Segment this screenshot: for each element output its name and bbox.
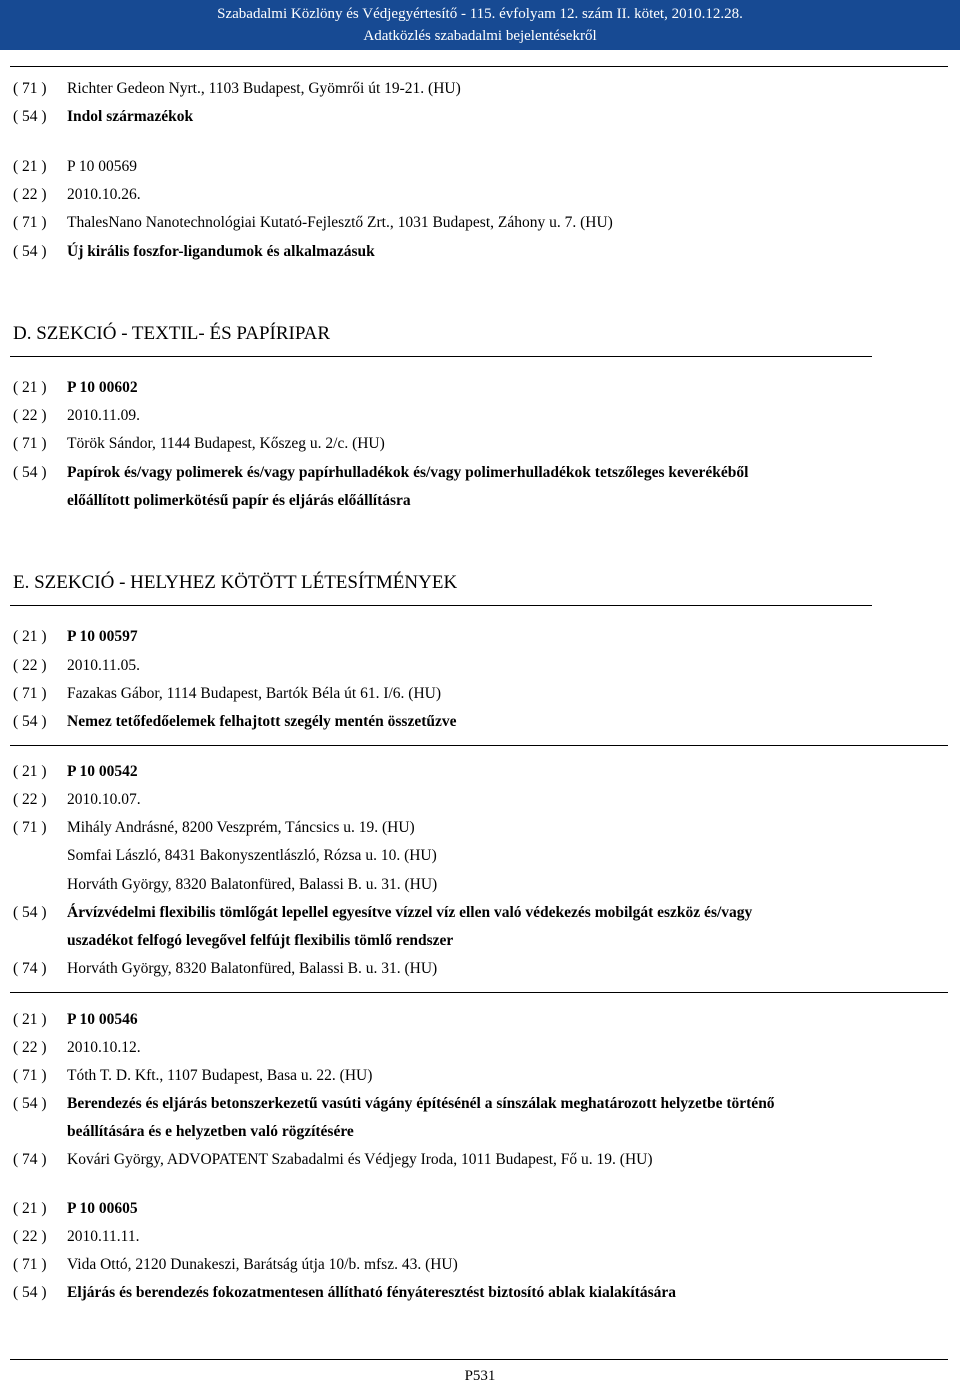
code-label: ( 71 ) — [13, 1067, 47, 1084]
code-label: ( 22 ) — [13, 1228, 47, 1245]
code-label: ( 54 ) — [13, 243, 47, 260]
page-number: P531 — [464, 1368, 496, 1384]
invention-title: Árvízvédelmi flexibilis tömlőgát lepellel egyesítve vízzel víz ellen való védekezés mobilgát eszköz és/vagy — [67, 904, 753, 921]
page-header — [0, 0, 960, 50]
invention-title: Új királis foszfor-ligandumok és alkalmazásuk — [67, 243, 375, 260]
code-label: ( 71 ) — [13, 80, 47, 97]
code-label: ( 71 ) — [13, 685, 47, 702]
application-number: P 10 00546 — [67, 1011, 138, 1028]
applicant-3: Horváth György, 8320 Balatonfüred, Balassi B. u. 31. (HU) — [67, 876, 438, 893]
code-label: ( 74 ) — [13, 960, 47, 977]
code-label: ( 54 ) — [13, 904, 47, 921]
invention-title: Indol származékok — [67, 108, 194, 125]
footer-divider — [10, 1359, 948, 1360]
application-number: P 10 00569 — [67, 158, 138, 175]
code-label: ( 54 ) — [13, 1095, 47, 1112]
code-label: ( 21 ) — [13, 158, 47, 175]
filing-date: 2010.10.12. — [67, 1039, 141, 1056]
top-divider — [10, 66, 948, 67]
section-underline — [10, 356, 872, 357]
code-label: ( 21 ) — [13, 379, 47, 396]
applicant-2: Somfai László, 8431 Bakonyszentlászló, Rózsa u. 10. (HU) — [67, 847, 437, 864]
code-label: ( 21 ) — [13, 1011, 47, 1028]
applicant: Vida Ottó, 2120 Dunakeszi, Barátság útja 10/b. mfsz. 43. (HU) — [67, 1256, 458, 1273]
code-label: ( 54 ) — [13, 713, 47, 730]
invention-title: Papírok és/vagy polimerek és/vagy papírhulladékok és/vagy polimerhulladékok tetszőleges keverékéből — [67, 464, 749, 481]
code-label: ( 22 ) — [13, 657, 47, 674]
journal-title: Szabadalmi Közlöny és Védjegyértesítő - 115. évfolyam 12. szám II. kötet, 2010.12.28. — [217, 6, 743, 22]
code-label: ( 21 ) — [13, 1200, 47, 1217]
application-number: P 10 00542 — [67, 763, 138, 780]
applicant: Mihály Andrásné, 8200 Veszprém, Táncsics u. 19. (HU) — [67, 819, 415, 836]
applicant: Török Sándor, 1144 Budapest, Kőszeg u. 2/c. (HU) — [67, 435, 385, 452]
code-label: ( 54 ) — [13, 1284, 47, 1301]
section-subtitle: Adatközlés szabadalmi bejelentésekről — [363, 28, 597, 44]
applicant: ThalesNano Nanotechnológiai Kutató-Fejlesztő Zrt., 1031 Budapest, Záhony u. 7. (HU) — [67, 214, 613, 231]
code-label: ( 22 ) — [13, 1039, 47, 1056]
filing-date: 2010.11.11. — [67, 1228, 140, 1245]
section-heading-e: E. SZEKCIÓ - HELYHEZ KÖTÖTT LÉTESÍTMÉNYEK — [13, 572, 458, 593]
applicant: Tóth T. D. Kft., 1107 Budapest, Basa u. 22. (HU) — [67, 1067, 373, 1084]
code-label: ( 22 ) — [13, 407, 47, 424]
code-label: ( 22 ) — [13, 186, 47, 203]
filing-date: 2010.11.05. — [67, 657, 141, 674]
invention-title-cont: uszadékot felfogó levegővel felfújt flexibilis tömlő rendszer — [67, 932, 454, 949]
invention-title: Berendezés és eljárás betonszerkezetű vasúti vágány építésénél a sínszálak meghatározott helyzetbe történő — [67, 1095, 775, 1112]
code-label: ( 21 ) — [13, 628, 47, 645]
applicant: Richter Gedeon Nyrt., 1103 Budapest, Gyömrői út 19-21. (HU) — [67, 80, 461, 97]
section-underline — [10, 605, 872, 606]
code-label: ( 54 ) — [13, 108, 47, 125]
representative: Kovári György, ADVOPATENT Szabadalmi és Védjegy Iroda, 1011 Budapest, Fő u. 19. (HU) — [67, 1151, 653, 1168]
entry-divider — [10, 745, 948, 746]
code-label: ( 71 ) — [13, 819, 47, 836]
code-label: ( 22 ) — [13, 791, 47, 808]
invention-title-cont: beállítására és e helyzetben való rögzítésére — [67, 1123, 354, 1140]
entry-divider — [10, 992, 948, 993]
filing-date: 2010.10.26. — [67, 186, 141, 203]
code-label: ( 21 ) — [13, 763, 47, 780]
filing-date: 2010.11.09. — [67, 407, 141, 424]
invention-title: Eljárás és berendezés fokozatmentesen állítható fényáteresztést biztosító ablak kialakítására — [67, 1284, 677, 1301]
invention-title: Nemez tetőfedőelemek felhajtott szegély mentén összetűzve — [67, 713, 457, 730]
application-number: P 10 00605 — [67, 1200, 138, 1217]
code-label: ( 71 ) — [13, 1256, 47, 1273]
application-number: P 10 00597 — [67, 628, 138, 645]
applicant: Fazakas Gábor, 1114 Budapest, Bartók Béla út 61. I/6. (HU) — [67, 685, 442, 702]
code-label: ( 71 ) — [13, 435, 47, 452]
filing-date: 2010.10.07. — [67, 791, 141, 808]
invention-title-cont: előállított polimerkötésű papír és eljárás előállításra — [67, 492, 411, 509]
code-label: ( 54 ) — [13, 464, 47, 481]
representative: Horváth György, 8320 Balatonfüred, Balassi B. u. 31. (HU) — [67, 960, 438, 977]
code-label: ( 74 ) — [13, 1151, 47, 1168]
application-number: P 10 00602 — [67, 379, 138, 396]
section-heading-d: D. SZEKCIÓ - TEXTIL- ÉS PAPÍRIPAR — [13, 323, 331, 344]
code-label: ( 71 ) — [13, 214, 47, 231]
